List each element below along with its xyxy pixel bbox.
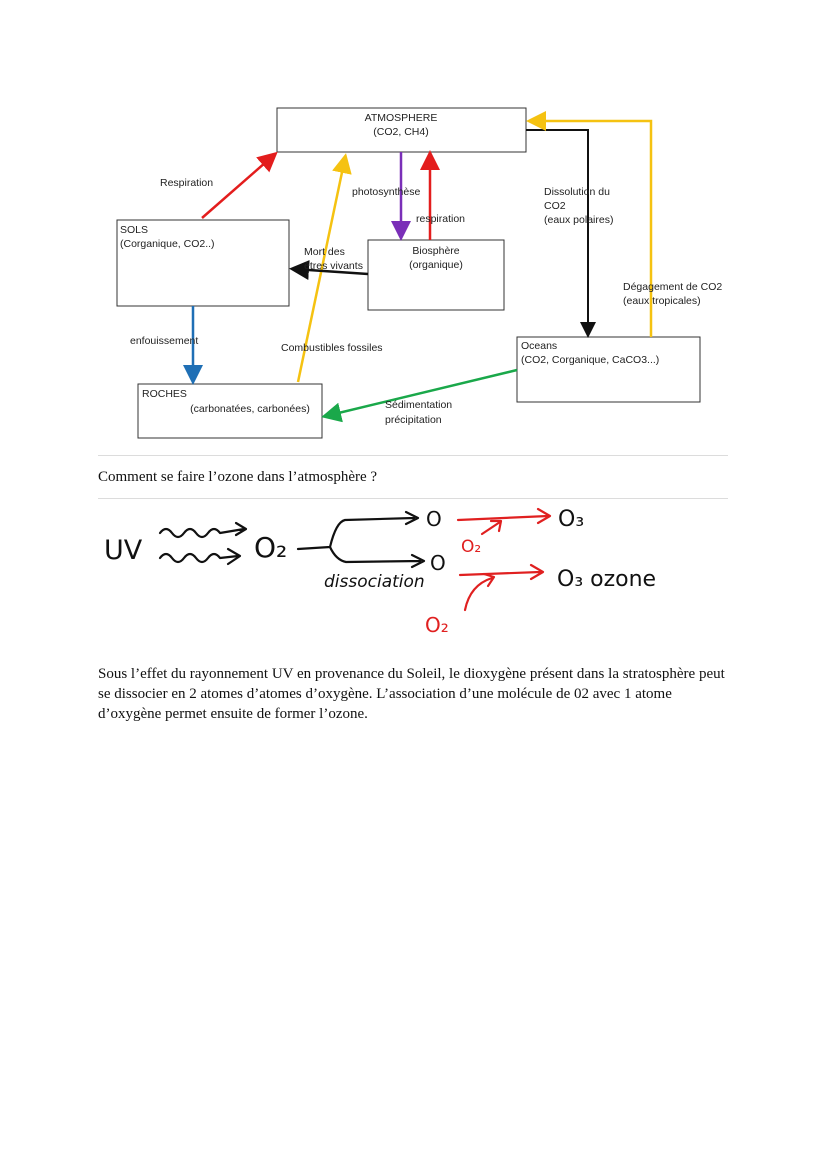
label-respiration-bio: respiration <box>416 213 466 225</box>
divider <box>98 455 728 456</box>
o-atom-bottom: O <box>430 551 446 575</box>
label-respiration-sols: Respiration <box>160 177 214 189</box>
dissociation-branch <box>330 547 424 567</box>
explanation-paragraph: Sous l’effet du rayonnement UV en provenance du Soleil, le dioxygène présent dans la stratosphère peut se dissocier en 2 atomes d’atomes d’oxygène. L’association d’une molécule de 02 avec 1 atome d’oxygène permet ensuite de former l’ozone. <box>98 666 725 722</box>
label-combustibles: Combustibles fossiles <box>281 342 383 354</box>
red-arrow <box>465 574 494 610</box>
label-dissolution-2: CO2 <box>544 200 566 212</box>
red-arrow <box>458 509 550 523</box>
atmosphere-sub: (CO2, CH4) <box>373 126 429 138</box>
o3-ozone-label: O₃ ozone <box>557 567 657 592</box>
label-dissolution-3: (eaux polaires) <box>544 214 614 226</box>
label-dissolution-1: Dissolution du <box>544 186 610 198</box>
o3-label: O₃ <box>558 507 585 532</box>
o2-small-top: O₂ <box>461 537 482 557</box>
o2-main: O₂ <box>254 531 288 564</box>
dissociation-label: dissociation <box>324 572 425 592</box>
roches-sub: (carbonatées, carbonées) <box>190 403 310 415</box>
question-text: Comment se faire l’ozone dans l’atmosphère ? <box>98 469 378 485</box>
dissociation-branch <box>298 512 418 549</box>
biosphere-sub: (organique) <box>409 259 463 271</box>
sols-sub: (Corganique, CO2..) <box>120 238 215 250</box>
label-mort-2: êtres vivants <box>304 260 363 272</box>
oceans-title: Oceans <box>521 340 558 352</box>
label-degagement-2: (eaux tropicales) <box>623 295 701 307</box>
o-atom-top: O <box>426 507 442 531</box>
label-mort-1: Mort des <box>304 246 345 258</box>
atmosphere-title: ATMOSPHERE <box>364 112 438 124</box>
label-photosynthese: photosynthèse <box>352 186 421 198</box>
label-enfouissement: enfouissement <box>130 335 199 347</box>
red-arrow <box>482 521 501 534</box>
uv-label: UV <box>104 535 143 566</box>
dissolution-arrow <box>526 130 588 334</box>
uv-wave-arrow <box>160 549 240 564</box>
roches-title: ROCHES <box>142 388 187 400</box>
label-sedimentation-2: précipitation <box>385 414 442 426</box>
oceans-sub: (CO2, Corganique, CaCO3...) <box>521 354 660 366</box>
label-sedimentation-1: Sédimentation <box>385 399 453 411</box>
ozone-formation-sketch <box>0 490 828 650</box>
o2-small-bottom: O₂ <box>425 613 449 637</box>
carbon-cycle-diagram <box>0 0 828 460</box>
red-arrow <box>460 565 543 579</box>
label-degagement-1: Dégagement de CO2 <box>623 281 723 293</box>
uv-wave-arrow <box>160 523 246 537</box>
sols-title: SOLS <box>120 224 149 236</box>
biosphere-title: Biosphère <box>412 245 460 257</box>
